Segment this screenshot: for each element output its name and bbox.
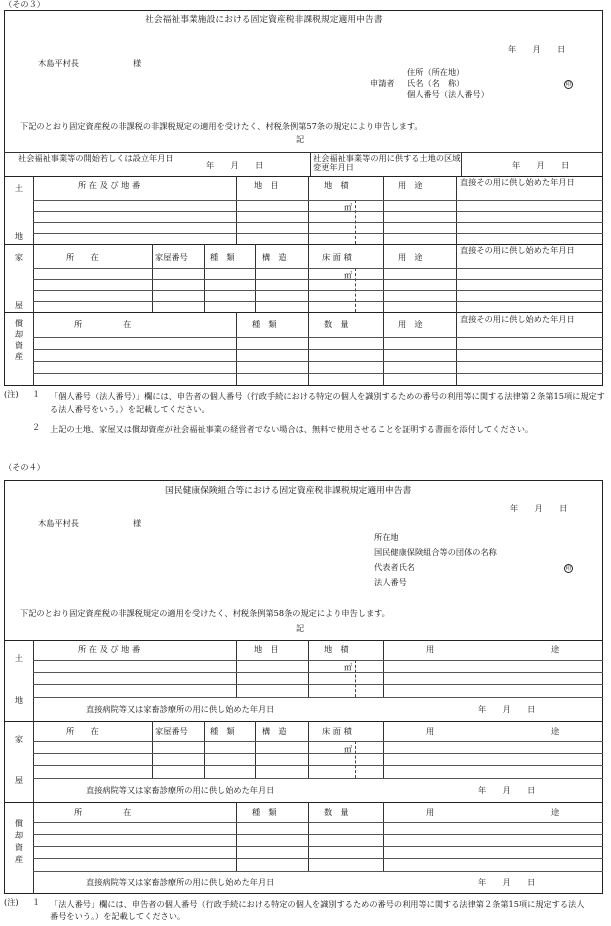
house-group-label-top: 家 <box>14 734 24 744</box>
land-area-unit: ㎡ <box>344 662 353 672</box>
start-date-label: 社会福祉事業等の開始若しくは設立年月日 <box>18 153 174 163</box>
form-title: 国民健康保険組合等における固定資産税非課税規定適用申告書 <box>165 486 412 496</box>
addressee-sama: 様 <box>133 58 142 68</box>
land-area-unit: ㎡ <box>344 202 353 212</box>
name-label: 氏名（名 称） <box>407 78 465 88</box>
dep-col-location: 所 在 <box>74 807 132 817</box>
addressee-sama: 様 <box>133 518 142 528</box>
seal-mark: 印 <box>565 81 572 88</box>
land-col-category: 地 目 <box>254 644 279 654</box>
change-date-label: 社会福祉事業等の用に供する土地の区域変更年月日 <box>313 153 461 173</box>
note-1: 「個人番号（法人番号）」欄には、申告者の個人番号（行政手続における特定の個人を識別するための番号の利用等に関する法律第２条第15項に規定する法人番号をいう。）を記載してください。 <box>50 391 605 415</box>
ki-mark: 記 <box>296 623 305 633</box>
form-frame <box>4 480 603 894</box>
applicant-label: 申請者 <box>370 78 395 88</box>
addressee: 木島平村長 <box>38 518 79 528</box>
house-col-kind: 種 類 <box>210 726 235 736</box>
dep-use-start-date: 年 月 日 <box>478 877 536 887</box>
corporate-number-label: 法人番号 <box>374 577 407 587</box>
house-col-location: 所 在 <box>66 726 99 736</box>
note-2: 上記の土地、家屋又は償却資産が社会福祉事業の経営者でない場合は、無料で使用させることを証明する書面を添付してください。 <box>50 424 534 434</box>
house-col-number: 家屋番号 <box>155 252 188 262</box>
house-col-number: 家屋番号 <box>155 726 188 736</box>
land-col-use: 用 <box>426 644 435 654</box>
land-col-category: 地 目 <box>254 180 279 190</box>
land-use-start-label: 直接病院等又は家畜診療所の用に供し始めた年月日 <box>86 704 275 714</box>
house-group-label-top: 家 <box>14 252 24 262</box>
land-col-start-date: 直接その用に供し始めた年月日 <box>460 177 575 187</box>
house-area-unit: ㎡ <box>344 744 353 754</box>
dep-col-use: 用 <box>426 807 435 817</box>
land-group-label-top: 土 <box>14 183 24 193</box>
land-use-start-date: 年 月 日 <box>478 704 536 714</box>
house-col-use-2: 途 <box>551 726 560 736</box>
house-group-label-bottom: 屋 <box>14 300 24 310</box>
request-statement: 下記のとおり固定資産税の非課税規定の適用を受けたく、村税条例第58条の規定により申告します。 <box>20 608 390 618</box>
dep-col-quantity: 数 量 <box>324 319 349 329</box>
ki-mark: 記 <box>296 134 305 144</box>
land-col-location: 所 在 及 び 地 番 <box>78 180 141 190</box>
representative-label: 代表者氏名 <box>374 562 415 572</box>
personal-number-label: 個人番号（法人番号） <box>407 89 489 99</box>
dep-col-start-date: 直接その用に供し始めた年月日 <box>460 314 575 324</box>
dep-col-kind: 種 類 <box>252 319 277 329</box>
section-label: （その４） <box>4 462 45 472</box>
house-use-start-date: 年 月 日 <box>478 785 536 795</box>
house-col-use: 用 途 <box>398 252 423 262</box>
note-prefix: (注) <box>4 389 19 399</box>
house-col-structure: 構 造 <box>262 252 287 262</box>
start-date-value: 年 月 日 <box>206 160 264 170</box>
land-group-label-bottom: 地 <box>14 695 24 705</box>
filing-date: 年 月 日 <box>510 503 568 513</box>
addressee: 木島平村長 <box>38 58 79 68</box>
dep-col-use: 用 途 <box>398 319 423 329</box>
land-col-location: 所 在 及 び 地 番 <box>78 644 141 654</box>
dep-col-quantity: 数 量 <box>324 807 349 817</box>
house-col-floor-area: 床 面 積 <box>322 252 352 262</box>
land-col-use-2: 途 <box>551 644 560 654</box>
organization-name-label: 国民健康保険組合等の団体の名称 <box>374 547 497 557</box>
seal-mark: 印 <box>565 565 572 572</box>
dep-use-start-label: 直接病院等又は家畜診療所の用に供し始めた年月日 <box>86 877 275 887</box>
house-col-location: 所 在 <box>66 252 99 262</box>
land-group-label-bottom: 地 <box>14 231 24 241</box>
request-statement: 下記のとおり固定資産税の非課税の非課税規定の適用を受けたく、村税条例第57条の規定により申告します。 <box>20 121 423 131</box>
depreciable-group-label: 償 却 資 産 <box>14 318 24 362</box>
note-1-number: １ <box>32 389 41 399</box>
note-2-number: ２ <box>32 422 41 432</box>
section-label: （その３） <box>4 0 45 9</box>
house-use-start-label: 直接病院等又は家畜診療所の用に供し始めた年月日 <box>86 785 275 795</box>
address-label: 住所（所在地） <box>407 67 465 77</box>
filing-date: 年 月 日 <box>508 44 566 54</box>
note-1-number: １ <box>32 897 41 907</box>
change-date-value: 年 月 日 <box>512 160 570 170</box>
dep-col-kind: 種 類 <box>252 807 277 817</box>
house-col-structure: 構 造 <box>262 726 287 736</box>
land-col-area: 地 積 <box>324 644 349 654</box>
land-col-use: 用 途 <box>398 180 423 190</box>
note-prefix: (注) <box>4 897 19 907</box>
depreciable-group-label: 償 却 資 産 <box>14 818 24 864</box>
dep-col-use-2: 途 <box>551 807 560 817</box>
house-col-floor-area: 床 面 積 <box>322 726 352 736</box>
note-1: 「法人番号」欄には、申告者の個人番号（行政手続における特定の個人を識別するための番号の利用等に関する法律第２条第15項に規定する法人番号をいう。）を記載してください。 <box>50 899 585 922</box>
land-group-label-top: 土 <box>14 653 24 663</box>
land-col-area: 地 積 <box>324 180 349 190</box>
form-title: 社会福祉事業施設における固定資産税非課税規定適用申告書 <box>145 15 383 25</box>
house-col-start-date: 直接その用に供し始めた年月日 <box>460 245 575 255</box>
house-group-label-bottom: 屋 <box>14 775 24 785</box>
house-col-use: 用 <box>426 726 435 736</box>
address-label: 所在地 <box>374 532 399 542</box>
house-col-kind: 種 類 <box>210 252 235 262</box>
house-area-unit: ㎡ <box>344 270 353 280</box>
dep-col-location: 所 在 <box>74 319 132 329</box>
